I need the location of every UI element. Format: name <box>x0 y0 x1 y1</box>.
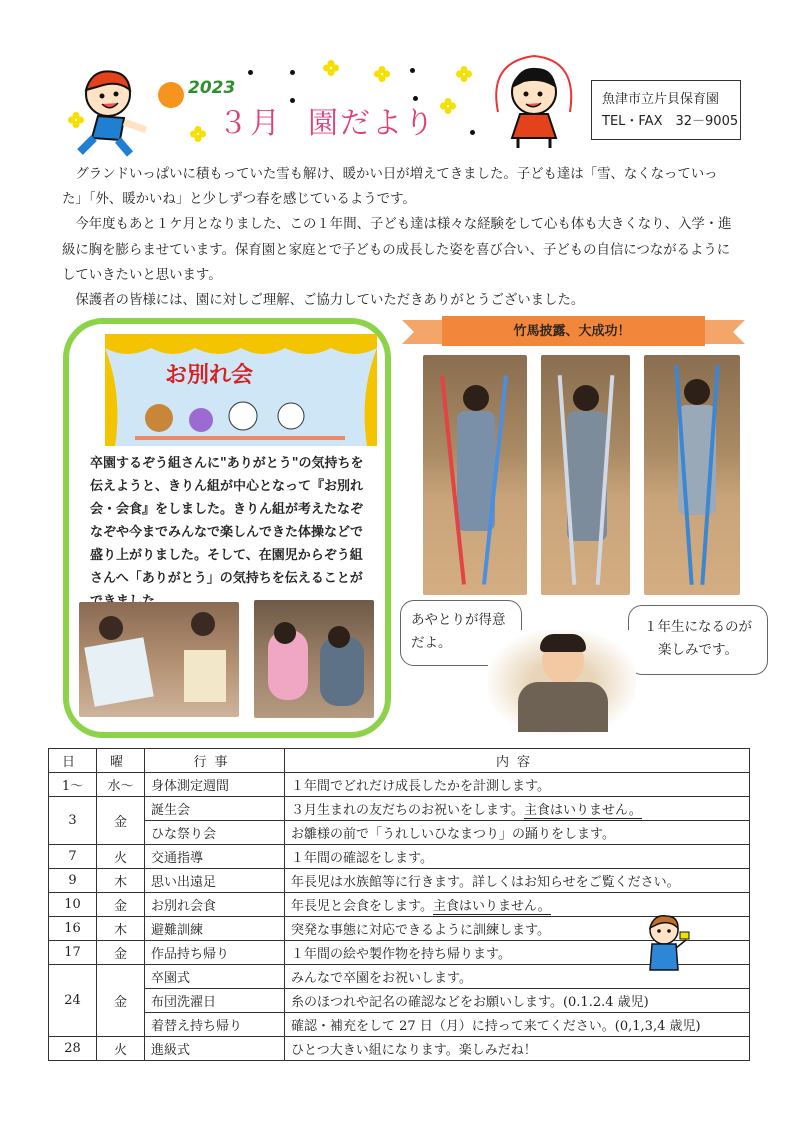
table-row <box>49 797 750 821</box>
flower-icon <box>190 126 206 142</box>
decor-dot <box>470 130 475 135</box>
flower-icon <box>68 112 84 128</box>
row-event: 思い出遠足 <box>145 869 285 893</box>
row-day: 28 <box>49 1037 97 1061</box>
title-name: 園だより <box>308 106 436 141</box>
row-day: 17 <box>49 941 97 965</box>
table-header-row <box>49 749 750 773</box>
row-content: 糸のほつれや記名の確認などをお願いします。(0.1.2.4 歳児) <box>285 989 750 1013</box>
row-event: 身体測定週間 <box>145 773 285 797</box>
stilts-photo-1 <box>423 355 527 595</box>
farewell-text: 卒園するぞう組さんに"ありがとう"の気持ちを伝えようと、きりん組が中心となって『お別れ会・会食』をしました。きりん組が考えたなぞなぞや今までみんなで楽しんできた体操などで盛り上がりました。そして、在園児からぞう組さんへ「ありがとう」の気持ちを伝えることが <box>90 456 364 586</box>
decor-dot <box>248 70 253 75</box>
boy-with-flag-illustration <box>642 912 690 976</box>
decor-dot <box>413 96 418 101</box>
row-event: 作品持ち帰り <box>145 941 285 965</box>
row-event: 交通指導 <box>145 845 285 869</box>
year-label: 2023 <box>188 78 236 98</box>
row-content-text: 年長児と会食をします。 <box>291 899 433 914</box>
row-content: 年長児は水族館等に行きます。詳しくはお知らせをご覧ください。 <box>285 869 750 893</box>
row-day: 3 <box>49 797 97 845</box>
table-row <box>49 989 750 1013</box>
row-day: 16 <box>49 917 97 941</box>
row-content: お雛様の前で「うれしいひなまつり」の踊りをします。 <box>285 821 750 845</box>
row-event: 卒園式 <box>145 965 285 989</box>
row-content <box>285 797 750 821</box>
table-row <box>49 869 750 893</box>
row-event: 着替え持ち帰り <box>145 1013 285 1037</box>
bubble-left-text: あやとりが得意だよ。 <box>411 612 506 651</box>
stilts-photo-3 <box>644 355 740 595</box>
flower-icon <box>456 66 472 82</box>
bubble-right-text: １年生になるのが楽しみです。 <box>644 619 752 658</box>
row-weekday: 金 <box>97 893 145 917</box>
boy-portrait-photo <box>488 630 636 735</box>
table-row <box>49 821 750 845</box>
stage-curtain-illustration <box>105 334 377 446</box>
row-day: 24 <box>49 965 97 1037</box>
row-weekday: 木 <box>97 869 145 893</box>
header-day: 日 <box>49 749 97 773</box>
header-event: 行事 <box>145 749 285 773</box>
row-note: 主食はいりません。 <box>524 803 642 821</box>
row-weekday: 火 <box>97 845 145 869</box>
row-note: 主食はいりません。 <box>433 899 551 917</box>
intro-text <box>62 162 732 313</box>
row-content: １年間の確認をします。 <box>285 845 750 869</box>
row-weekday: 木 <box>97 917 145 941</box>
table-row <box>49 845 750 869</box>
school-phone: TEL・FAX 32－9005 <box>602 114 739 129</box>
flower-icon <box>440 98 456 114</box>
intro-paragraph: グランドいっぱいに積もっていた雪も解け、暖かい日が増えてきました。子ども達は「雪、なくなっていった」「外、暖かいね」と少しずつ春を感じているようです。 <box>62 167 718 208</box>
row-content-text: ３月生まれの友だちのお祝いをします。 <box>291 803 524 818</box>
row-day: 9 <box>49 869 97 893</box>
row-day: 1～ <box>49 773 97 797</box>
row-content: ひとつ大きい組になります。楽しみだね！ <box>285 1037 750 1061</box>
row-event: お別れ会食 <box>145 893 285 917</box>
row-content: １年間の絵や製作物を持ち帰ります。 <box>285 941 750 965</box>
ball-icon <box>158 82 184 108</box>
decor-dot <box>290 70 295 75</box>
intro-paragraph: 保護者の皆様には、園に対しご理解、ご協力していただきありがとうございました。 <box>75 293 585 309</box>
decor-dot <box>410 68 415 73</box>
speech-bubble-right <box>628 605 768 675</box>
row-weekday: 金 <box>97 965 145 1037</box>
ribbon-title: 竹馬披露、大成功！ <box>513 324 631 339</box>
page-title <box>218 98 436 142</box>
row-content: みんなで卒園をお祝いします。 <box>285 965 750 989</box>
table-row <box>49 1037 750 1061</box>
header-weekday: 曜 <box>97 749 145 773</box>
row-day: 10 <box>49 893 97 917</box>
row-weekday: 金 <box>97 797 145 845</box>
jumprope-girl-illustration <box>478 52 590 150</box>
row-event: ひな祭り会 <box>145 821 285 845</box>
flower-icon <box>323 60 339 76</box>
title-month: ３月 <box>218 106 282 141</box>
flower-icon <box>374 66 390 82</box>
schedule-table <box>48 748 750 1061</box>
row-weekday: 水～ <box>97 773 145 797</box>
row-weekday: 火 <box>97 1037 145 1061</box>
row-event: 布団洗濯日 <box>145 989 285 1013</box>
row-content: １年間でどれだけ成長したかを計測します。 <box>285 773 750 797</box>
row-day: 7 <box>49 845 97 869</box>
row-event: 進級式 <box>145 1037 285 1061</box>
farewell-title: お別れ会 <box>165 363 254 388</box>
header-content: 内容 <box>285 749 750 773</box>
row-content: 突発な事態に対応できるように訓練します。 <box>285 917 750 941</box>
row-content: 確認・補充をして 27 日（月）に持って来てください。(0,1,3,4 歳児) <box>285 1013 750 1037</box>
stilts-photo-2 <box>541 355 630 595</box>
row-event: 誕生会 <box>145 797 285 821</box>
farewell-photo-2 <box>254 600 374 718</box>
school-info-box <box>591 80 741 140</box>
farewell-photo-1 <box>79 602 239 717</box>
decor-dot <box>290 98 295 103</box>
table-row <box>49 773 750 797</box>
table-row <box>49 1013 750 1037</box>
running-boy-illustration <box>70 60 190 160</box>
row-event: 避難訓練 <box>145 917 285 941</box>
intro-paragraph: 今年度もあと１ケ月となりました、この１年間、子ども達は様々な経験をして心も体も大きくなり、入学・進級に胸を膨らませています。保育園と家庭とで子どもの成長した姿を喜び合い、子どもの自信につながるようにしていきたいと思います。 <box>62 217 732 283</box>
row-weekday: 金 <box>97 941 145 965</box>
school-name: 魚津市立片貝保育園 <box>602 92 720 107</box>
